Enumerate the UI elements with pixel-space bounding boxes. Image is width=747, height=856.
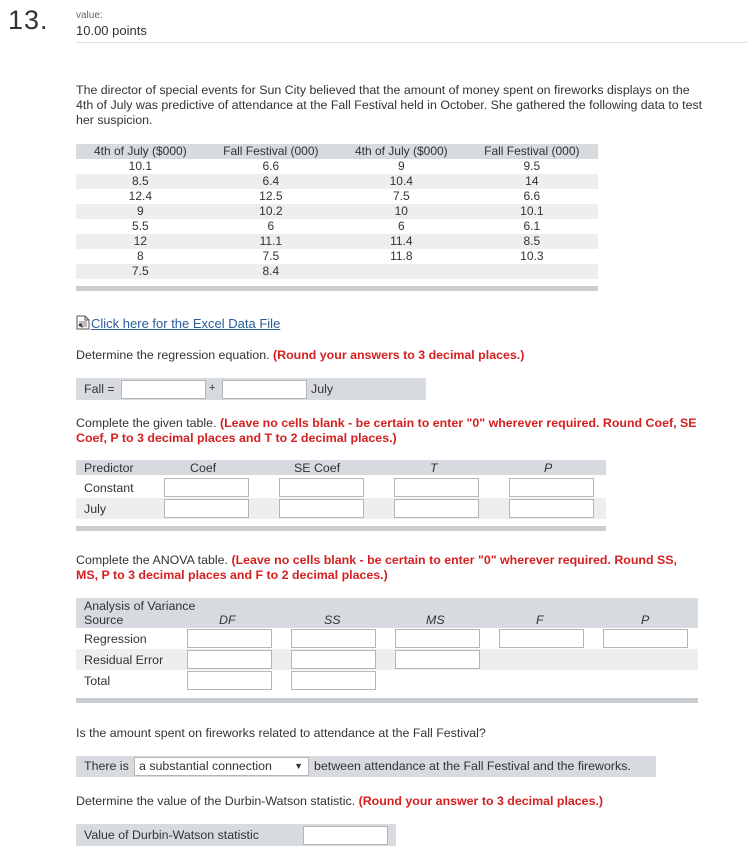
data-cell: 7.5: [205, 249, 337, 264]
slope-input[interactable]: [222, 380, 307, 399]
anova-table-footer-bar: [76, 698, 698, 703]
data-cell: 8.5: [76, 174, 205, 189]
regression-prompt-text: Determine the regression equation.: [76, 348, 270, 362]
col-se-coef: SE Coef: [294, 461, 341, 475]
data-header: 4th of July ($000): [76, 144, 205, 159]
relation-select[interactable]: [134, 757, 309, 776]
durbin-prompt-text: Determine the value of the Durbin-Watson statistic.: [76, 794, 356, 808]
col-source: Source: [84, 613, 124, 627]
data-row: [76, 204, 598, 219]
durbin-label: Value of Durbin-Watson statistic: [84, 828, 259, 842]
data-cell: 9.5: [466, 159, 598, 174]
data-cell: 9: [76, 204, 205, 219]
anova-prompt: [76, 553, 698, 583]
data-cell: [337, 264, 466, 279]
anova-table-header: [76, 598, 698, 628]
regression-f-input[interactable]: [499, 629, 584, 648]
row-regression: [76, 628, 698, 649]
col-ms: MS: [426, 613, 445, 627]
data-header: Fall Festival (000): [205, 144, 337, 159]
data-cell: 6: [337, 219, 466, 234]
data-cell: 10: [337, 204, 466, 219]
relation-selected-value: a substantial connection: [139, 759, 272, 773]
data-row: [76, 234, 598, 249]
data-cell: 10.3: [466, 249, 598, 264]
row-constant: [76, 477, 606, 498]
data-table-footer-bar: [76, 286, 598, 291]
data-cell: [466, 264, 598, 279]
predictor-instruction: (Leave no cells blank - be certain to enter "0" wherever required. Round Coef, SE Coef, P to 3 decimal places and T to 2 decimal places.): [76, 416, 697, 445]
data-table: [76, 144, 598, 279]
header-divider: [76, 42, 747, 43]
row-label-total: Total: [84, 674, 111, 688]
data-cell: 6.4: [205, 174, 337, 189]
constant-se-coef-input[interactable]: [279, 478, 364, 497]
predictor-table: [76, 460, 606, 532]
predictor-table-header: [76, 460, 606, 475]
data-cell: 8.4: [205, 264, 337, 279]
row-july: [76, 498, 606, 519]
data-cell: 11.4: [337, 234, 466, 249]
regression-equation-bar: [76, 378, 426, 400]
data-cell: 10.2: [205, 204, 337, 219]
data-row: [76, 249, 598, 264]
excel-data-link[interactable]: Click here for the Excel Data File: [91, 316, 281, 331]
col-t: T: [430, 461, 438, 475]
col-ss: SS: [324, 613, 341, 627]
relation-suffix: between attendance at the Fall Festival and the fireworks.: [314, 759, 631, 773]
row-label-regression: Regression: [84, 632, 147, 646]
durbin-watson-bar: [76, 824, 396, 846]
july-t-input[interactable]: [394, 499, 479, 518]
data-cell: 6.1: [466, 219, 598, 234]
data-header: 4th of July ($000): [337, 144, 466, 159]
relation-prefix: There is: [84, 759, 129, 773]
intercept-input[interactable]: [121, 380, 206, 399]
fall-label: Fall =: [84, 382, 115, 396]
anova-table: [76, 598, 698, 706]
row-residual-error: [76, 649, 698, 670]
durbin-watson-input[interactable]: [303, 826, 388, 845]
data-cell: 6: [205, 219, 337, 234]
anova-prompt-text: Complete the ANOVA table.: [76, 553, 228, 567]
constant-p-input[interactable]: [509, 478, 594, 497]
predictor-prompt-text: Complete the given table.: [76, 416, 217, 430]
data-cell: 8: [76, 249, 205, 264]
july-p-input[interactable]: [509, 499, 594, 518]
regression-p-input[interactable]: [603, 629, 688, 648]
data-row: [76, 189, 598, 204]
anova-title: Analysis of Variance: [84, 599, 196, 613]
durbin-prompt: [76, 794, 603, 808]
data-cell: 14: [466, 174, 598, 189]
data-cell: 7.5: [337, 189, 466, 204]
data-cell: 11.8: [337, 249, 466, 264]
constant-t-input[interactable]: [394, 478, 479, 497]
plus-sign: +: [209, 382, 216, 394]
total-df-input[interactable]: [187, 671, 272, 690]
constant-coef-input[interactable]: [164, 478, 249, 497]
excel-file-icon[interactable]: [76, 315, 91, 333]
intro-text: The director of special events for Sun City believed that the amount of money spent on fireworks displays on the 4th of July was predictive of attendance at the Fall Festival held in October. She gathered the following data to test her suspicion.: [76, 83, 703, 127]
relation-answer-bar: [76, 756, 656, 777]
data-row: [76, 159, 598, 174]
col-df: DF: [219, 613, 236, 627]
residual-ms-input[interactable]: [395, 650, 480, 669]
regression-df-input[interactable]: [187, 629, 272, 648]
data-cell: 10.1: [76, 159, 205, 174]
total-ss-input[interactable]: [291, 671, 376, 690]
points-value: 10.00 points: [76, 23, 147, 38]
data-row: [76, 219, 598, 234]
data-row: [76, 174, 598, 189]
predictor-table-prompt: [76, 416, 698, 446]
regression-ms-input[interactable]: [395, 629, 480, 648]
residual-ss-input[interactable]: [291, 650, 376, 669]
excel-link-row[interactable]: [76, 315, 280, 333]
data-cell: 8.5: [466, 234, 598, 249]
data-header: Fall Festival (000): [466, 144, 598, 159]
july-se-coef-input[interactable]: [279, 499, 364, 518]
regression-ss-input[interactable]: [291, 629, 376, 648]
residual-df-input[interactable]: [187, 650, 272, 669]
july-coef-input[interactable]: [164, 499, 249, 518]
data-cell: 10.1: [466, 204, 598, 219]
july-label: July: [311, 382, 334, 396]
data-cell: 6.6: [466, 189, 598, 204]
col-coef: Coef: [190, 461, 217, 475]
data-cell: 5.5: [76, 219, 205, 234]
question-number: 13.: [8, 5, 49, 35]
dropdown-arrow-icon[interactable]: ▼: [294, 761, 303, 771]
data-cell: 12.5: [205, 189, 337, 204]
row-total: [76, 670, 698, 691]
predictor-table-footer-bar: [76, 526, 606, 531]
data-cell: 11.1: [205, 234, 337, 249]
data-cell: 10.4: [337, 174, 466, 189]
data-cell: 7.5: [76, 264, 205, 279]
data-cell: 9: [337, 159, 466, 174]
value-label: value:: [76, 10, 103, 21]
col-predictor: Predictor: [84, 461, 134, 475]
col-f: F: [536, 613, 544, 627]
durbin-instruction: (Round your answer to 3 decimal places.): [358, 794, 604, 808]
col-p-anova: P: [641, 613, 650, 627]
data-cell: 12.4: [76, 189, 205, 204]
anova-instruction: (Leave no cells blank - be certain to enter "0" wherever required. Round SS, MS, P to 3 decimal places and F to 2 decimal places.): [76, 553, 677, 582]
data-cell: 6.6: [205, 159, 337, 174]
row-label-july: July: [84, 502, 107, 516]
regression-prompt: [76, 348, 524, 362]
regression-instruction: (Round your answers to 3 decimal places.): [273, 348, 525, 362]
row-label-constant: Constant: [84, 481, 134, 495]
row-label-residual-error: Residual Error: [84, 653, 164, 667]
data-cell: 12: [76, 234, 205, 249]
col-p: P: [544, 461, 553, 475]
relation-question: Is the amount spent on fireworks related to attendance at the Fall Festival?: [76, 726, 486, 740]
data-row: [76, 264, 598, 279]
